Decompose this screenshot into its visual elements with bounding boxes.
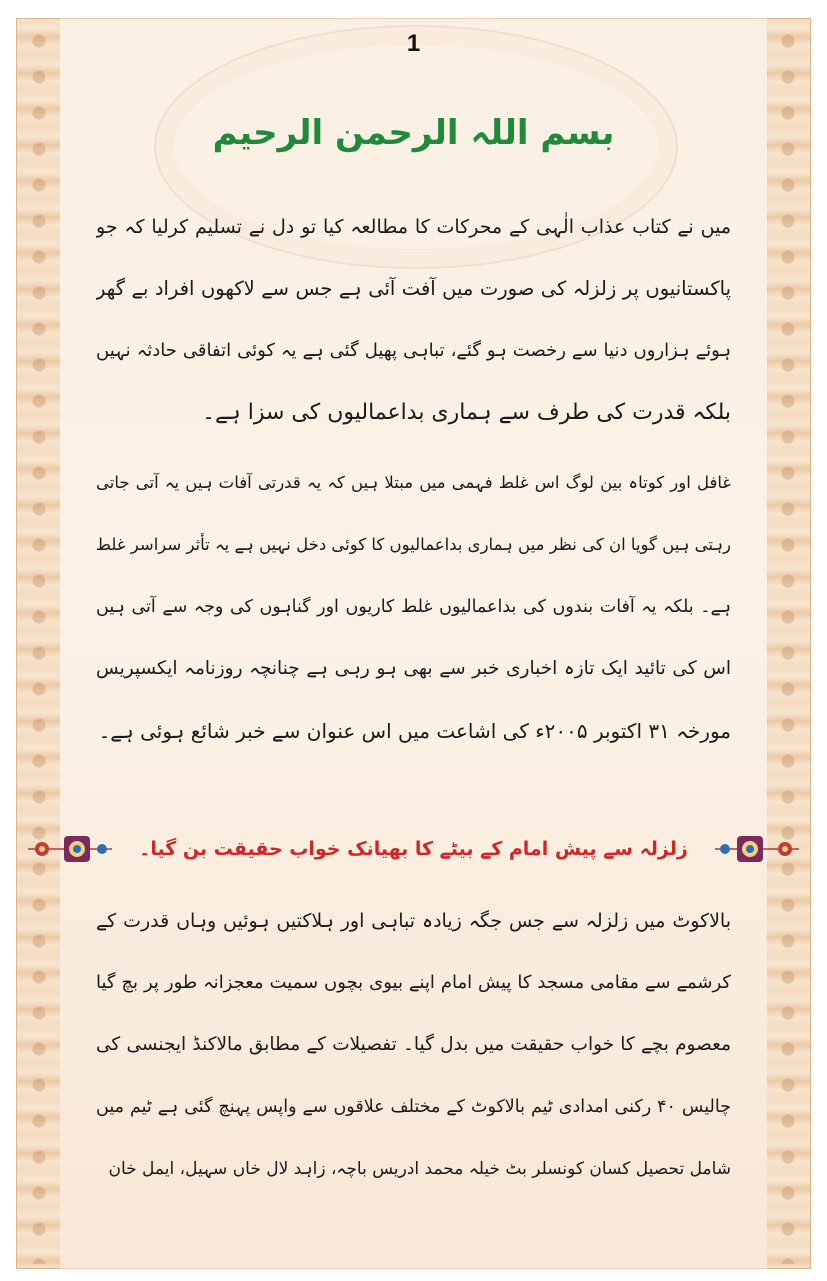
left-ornamental-border <box>16 18 62 1269</box>
paragraph-line: میں نے کتاب عذاب الٰہی کے محرکات کا مطالعہ کیا تو دل نے تسلیم کرلیا کہ جو <box>96 216 731 238</box>
paragraph-line: ہے۔ بلکہ یہ آفات بندوں کی بداعمالیوں غلط کاریوں اور گناہوں کی وجہ سے آتی ہیں <box>96 597 731 617</box>
paragraph-line: کرشمے سے مقامی مسجد کا پیش امام اپنے بیوی بچوں سمیت معجزانہ طور پر بچ گیا <box>96 972 731 993</box>
paragraph-3 <box>96 890 731 1200</box>
paragraph-line: شامل تحصیل کسان کونسلر بٹ خیلہ محمد ادریس باچہ، زاہد لال خاں سہیل، ایمل خان <box>108 1159 731 1179</box>
paragraph-line: اس کی تائید ایک تازہ اخباری خبر سے بھی ہو رہی ہے چنانچہ روزنامہ ایکسپریس <box>96 658 731 679</box>
paragraph-line: بالاکوٹ میں زلزلہ سے جس جگہ زیادہ تباہی اور ہلاکتیں ہوئیں وہاں قدرت کے <box>96 910 731 932</box>
paragraph-line: چالیس ۴۰ رکنی امدادی ٹیم بالاکوٹ کے مختلف علاقوں سے واپس پہنچ گئی ہے ٹیم میں <box>96 1097 731 1117</box>
right-ornamental-border <box>765 18 811 1269</box>
paragraph-1 <box>96 196 731 444</box>
news-heading: زلزلہ سے پیش امام کے بیٹے کا بھیانک خواب حقیقت بن گیا۔ <box>139 838 688 860</box>
paragraph-line: رہتی ہیں گویا ان کی نظر میں ہماری بداعمالیوں کا کوئی دخل نہیں ہے یہ تأثر سراسر غلط <box>96 535 731 554</box>
paragraph-line: غافل اور کوتاہ بین لوگ اس غلط فہمی میں مبتلا ہیں کہ یہ قدرتی آفات ہیں یہ آتی جاتی <box>96 473 731 492</box>
floral-ornament-icon <box>715 830 799 868</box>
paragraph-line: معصوم بچے کا خواب حقیقت میں بدل گیا۔ تفصیلات کے مطابق مالاکنڈ ایجنسی کی <box>96 1034 731 1055</box>
news-heading-row <box>24 822 803 876</box>
floral-ornament-icon <box>28 830 112 868</box>
page-number: 1 <box>406 30 421 57</box>
paragraph-line: بلکہ قدرت کی طرف سے ہماری بداعمالیوں کی سزا ہے۔ <box>202 400 731 425</box>
bismillah-title: بسم اللہ الرحمن الرحیم <box>212 113 615 153</box>
paragraph-2 <box>96 452 731 762</box>
paragraph-line: ہوئے ہزاروں دنیا سے رخصت ہو گئے، تباہی پھیل گئی ہے یہ کوئی اتفاقی حادثہ نہیں <box>96 340 731 361</box>
paragraph-line: پاکستانیوں پر زلزلہ کی صورت میں آفت آئی ہے جس سے لاکھوں افراد بے گھر <box>96 277 731 300</box>
paragraph-line: مورخہ ۳۱ اکتوبر ۲۰۰۵ء کی اشاعت میں اس عنوان سے خبر شائع ہوئی ہے۔ <box>98 719 731 743</box>
